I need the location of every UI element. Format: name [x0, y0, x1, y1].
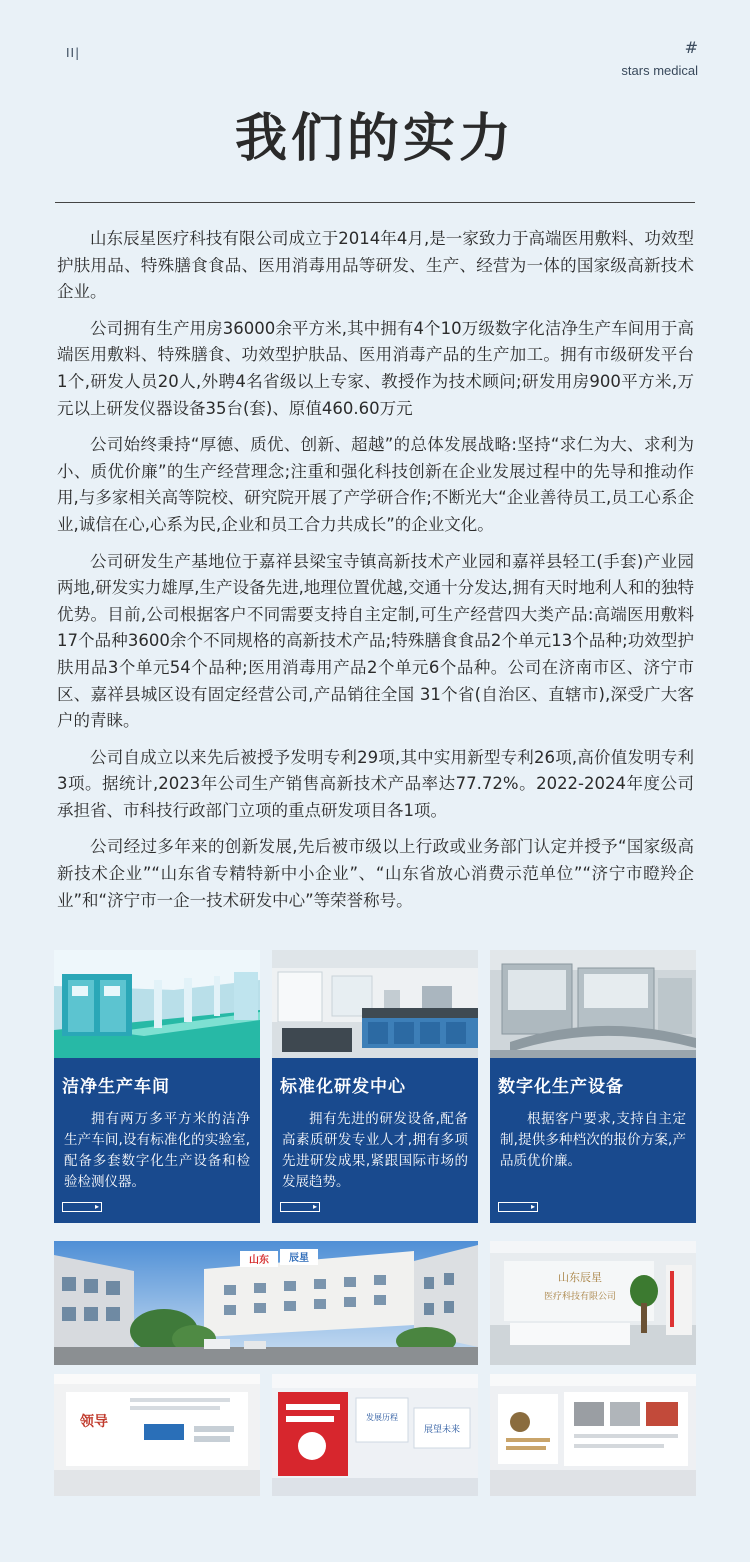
digital-equipment-photo: [490, 950, 696, 1058]
page-title: 我们的实力: [234, 109, 515, 169]
reception-photo: [490, 1241, 696, 1365]
card-text: 拥有两万多平方米的洁净生产车间,设有标准化的实验室,配备多套数字化生产设备和检验检测仪器。: [64, 1111, 250, 1190]
hash-mark: #: [684, 38, 698, 57]
arrow-right-icon[interactable]: ▸: [498, 1202, 538, 1212]
card-title: 数字化生产设备: [498, 1077, 624, 1097]
culture-wall-label-c: 展望未来: [423, 1425, 461, 1435]
rd-center-photo: [272, 950, 478, 1058]
arrow-right-icon[interactable]: ▸: [62, 1202, 102, 1212]
paragraph: 山东辰星医疗科技有限公司成立于2014年4月,是一家致力于高端医用敷料、功效型护肤用品、特殊膳食食品、医用消毒用品等研发、生产、经营为一体的国家级高新技术企业。: [57, 229, 694, 302]
paragraph: 公司始终秉持“厚德、质优、创新、超越”的总体发展战略:坚持“求仁为大、求利为小、质优价廉”的生产经营理念;注重和强化科技创新在企业发展过程中的先导和推动作用,与多家相关高等院校、研究院开展了产学研合作;不断光大“企业善待员工,员工心系企业,诚信在心,心系为民,企业和员工合力共成长”的企业文化。: [57, 435, 694, 534]
culture-wall-label-b: 发展历程: [366, 1413, 398, 1422]
card-text: 拥有先进的研发设备,配备高素质研发专业人才,拥有多项先进研发成果,紧跟国际市场的发展趋势。: [282, 1111, 468, 1190]
corner-mark: II|: [66, 46, 81, 60]
card-title: 洁净生产车间: [62, 1077, 170, 1097]
building-sign-right: 辰星: [289, 1253, 309, 1264]
paragraph: 公司拥有生产用房36000余平方米,其中拥有4个10万级数字化洁净生产车间用于高端医用敷料、特殊膳食、功效型护肤品、医用消毒产品的生产加工。拥有市级研发平台1个,研发人员20人,外聘4名省级以上专家、教授作为技术顾问;研发用房900平方米,万元以上研发仪器设备35台(套)、原值460.60万元: [57, 318, 694, 418]
company-building-photo: [54, 1241, 478, 1365]
article-body: [57, 226, 694, 924]
culture-wall-photo-2: [272, 1374, 478, 1496]
card-text: 根据客户要求,支持自主定制,提供多种档次的报价方案,产品质优价廉。: [500, 1111, 686, 1169]
paragraph: 公司自成立以来先后被授予发明专利29项,其中实用新型专利26项,高价值发明专利3项。据统计,2023年公司生产销售高新技术产品率达77.72%。2022-2024年度公司承担省、市科技行政部门立项的重点研发项目各1项。: [57, 747, 694, 820]
brand-label: stars medical: [621, 63, 698, 78]
card-title: 标准化研发中心: [280, 1077, 406, 1097]
reception-sign-line1: 山东辰星: [558, 1271, 602, 1284]
clean-workshop-photo: [54, 950, 260, 1058]
building-sign-left: 山东: [249, 1255, 269, 1266]
culture-wall-photo-3: [490, 1374, 696, 1496]
culture-wall-heading: 领导: [80, 1414, 108, 1430]
paragraph: 公司经过多年来的创新发展,先后被市级以上行政或业务部门认定并授予“国家级高新技术企业”“山东省专精特新中小企业”、“山东省放心消费示范单位”“济宁市瞪羚企业”和“济宁市一企一技术研发中心”等荣誉称号。: [57, 837, 694, 910]
culture-wall-photo-1: [54, 1374, 260, 1496]
card-rd-center[interactable]: [272, 950, 478, 1223]
arrow-right-icon[interactable]: ▸: [280, 1202, 320, 1212]
card-digital-equipment[interactable]: [490, 950, 696, 1223]
card-clean-workshop[interactable]: [54, 950, 260, 1223]
paragraph: 公司研发生产基地位于嘉祥县梁宝寺镇高新技术产业园和嘉祥县轻工(手套)产业园两地,研发实力雄厚,生产设备先进,地理位置优越,交通十分发达,拥有天时地利人和的独特优势。目前,公司根据客户不同需要支持自主定制,可生产经营四大类产品:高端医用敷料17个品种3600余个不同规格的高新技术产品;特殊膳食食品2个单元13个品种;功效型护肤用品3个单元54个品种;医用消毒用产品2个单元6个品种。公司在济南市区、济宁市区、嘉祥县城区设有固定经营公司,产品销往全国 31个省(自治区、直辖市),深受广大客户的青睐。: [57, 551, 694, 731]
title-divider: [55, 202, 695, 203]
reception-sign-line2: 医疗科技有限公司: [543, 1292, 617, 1302]
